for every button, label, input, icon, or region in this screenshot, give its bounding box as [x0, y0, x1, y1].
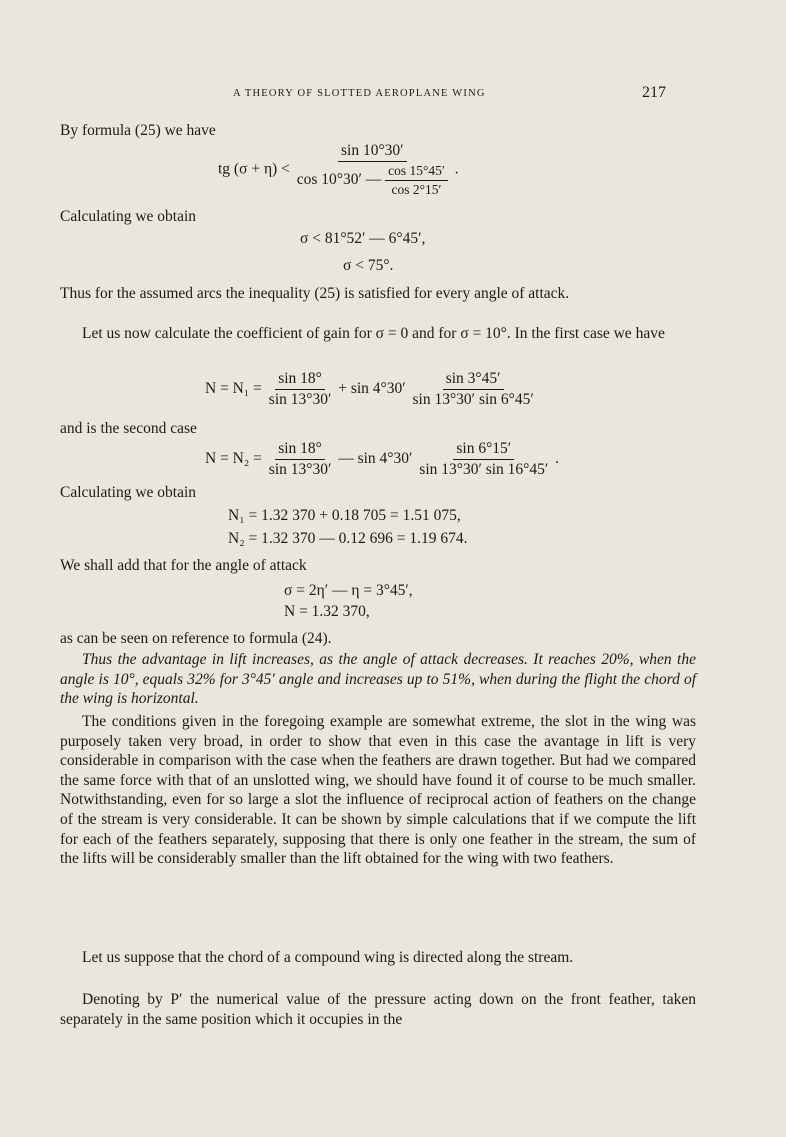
formula-n1-fraction-1: [266, 370, 335, 409]
second-case-line: and is the second case: [60, 420, 197, 437]
paragraph-angle: We shall add that for the angle of attack: [60, 557, 307, 574]
formula-n1: [205, 370, 537, 409]
formula-tg: [218, 142, 459, 198]
formula-n1-f2-denominator: sin 13°30′ sin 6°45′: [412, 391, 534, 408]
formula-n2-f1-numerator: sin 18°: [275, 440, 325, 460]
paragraph-coefficient-text: Let us now calculate the coefficient of gain for σ = 0 and for σ = 10°. In the first case we have: [82, 325, 665, 342]
paragraph-inequality-text: Thus for the assumed arcs the inequality (25) is satisfied for every angle of attack.: [60, 285, 570, 302]
formula-tg-inner-denominator: cos 2°15′: [391, 182, 442, 197]
paragraph-suppose-text: Let us suppose that the chord of a compound wing is directed along the stream.: [82, 949, 574, 966]
paragraph-conditions: [60, 712, 696, 869]
formula-n2-f1-denominator: sin 13°30′: [268, 461, 332, 478]
formula-n2-end: .: [555, 450, 560, 468]
paragraph-suppose: [60, 948, 696, 968]
paragraph-reference: as can be seen on reference to formula (24).: [60, 630, 332, 647]
inequality-2: σ < 75°.: [343, 257, 394, 274]
equation-sigma: σ = 2η′ — η = 3°45′,: [284, 582, 413, 599]
equation-n2: N₂ = 1.32 370 — 0.12 696 = 1.19 674.: [228, 530, 468, 547]
paragraph-coefficient: [60, 324, 696, 344]
paragraph-denoting-text: Denoting by P′ the numerical value of the pressure acting down on the front feather, taken separately in the same position which it occupies in the: [60, 991, 696, 1028]
formula-tg-inner-fraction: [385, 163, 448, 198]
formula-n2-middle: — sin 4°30′: [338, 450, 413, 468]
formula-n1-f1-denominator: sin 13°30′: [268, 391, 332, 408]
equation-n: N = 1.32 370,: [284, 603, 370, 620]
page-number: 217: [642, 84, 666, 101]
intro-line: By formula (25) we have: [60, 122, 216, 139]
paragraph-advantage: [60, 650, 696, 709]
formula-tg-inner-numerator: cos 15°45′: [385, 163, 448, 181]
formula-n2-f2-numerator: sin 6°15′: [453, 440, 514, 460]
running-title: A THEORY OF SLOTTED AEROPLANE WING: [233, 88, 486, 99]
calculating-line-1: Calculating we obtain: [60, 208, 197, 225]
formula-tg-denominator: [294, 162, 451, 198]
paragraph-advantage-text: Thus the advantage in lift increases, as the angle of attack decreases. It reaches 20%, when the angle is 10°, equals 32% for 3°45′ angle and increases up to 51%, when during the flight the chord of the wing is horizontal.: [60, 651, 696, 708]
inequality-1: σ < 81°52′ — 6°45′,: [300, 230, 426, 247]
formula-n1-lhs: N = N₁ =: [205, 380, 262, 398]
formula-tg-numerator: sin 10°30′: [338, 142, 407, 162]
equation-n1: N₁ = 1.32 370 + 0.18 705 = 1.51 075,: [228, 507, 461, 524]
formula-tg-fraction: [294, 142, 451, 198]
formula-n2-fraction-1: [266, 440, 335, 479]
formula-n2-f2-denominator: sin 13°30′ sin 16°45′: [419, 461, 549, 478]
formula-n2: [205, 440, 559, 479]
paragraph-inequality: [60, 284, 696, 304]
formula-n1-middle: + sin 4°30′: [338, 380, 406, 398]
paragraph-conditions-text: The conditions given in the foregoing example are somewhat extreme, the slot in the wing was purposely taken very broad, in order to show that even in this case the avantage in lift is very considerable in comparison with the case when the feathers are drawn together. But had we compared the same force with that of an unslotted wing, we should have found it of course to be much smaller. Notwithstanding, even for so large a slot the influence of reciprocal action of feathers on the change of the stream is very considerable. It can be shown by simple calculations that if we compute the lift for each of the feathers separately, supposing that there is only one feather in the stream, the sum of the lifts will be considerably smaller than the lift obtained for the wing with two feathers.: [60, 713, 696, 868]
formula-n2-fraction-2: [416, 440, 551, 479]
formula-tg-end: .: [454, 160, 459, 178]
page-header: [0, 84, 786, 104]
formula-tg-lhs: tg (σ + η) <: [218, 160, 290, 178]
paragraph-denoting: [60, 990, 696, 1029]
calculating-line-2: Calculating we obtain: [60, 484, 197, 501]
formula-n1-f2-numerator: sin 3°45′: [443, 370, 504, 390]
formula-tg-den-left: cos 10°30′ —: [296, 171, 382, 189]
formula-n1-fraction-2: [410, 370, 537, 409]
formula-n2-lhs: N = N₂ =: [205, 450, 262, 468]
formula-n1-f1-numerator: sin 18°: [275, 370, 325, 390]
